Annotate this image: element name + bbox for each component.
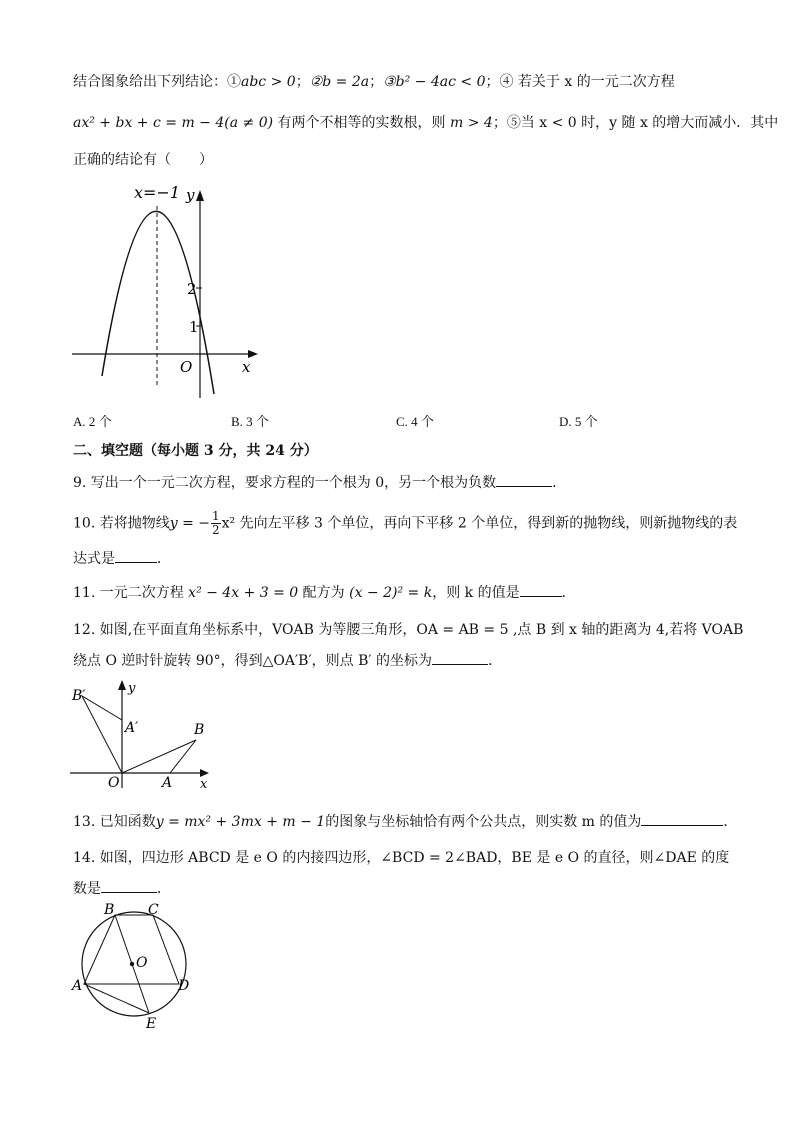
q11-form: (x − 2)² = k — [349, 585, 433, 601]
q8-tick-2-label: 2 — [187, 280, 197, 298]
q8-y-arrow-icon — [196, 190, 204, 201]
q12-label-O: O — [108, 775, 120, 791]
q8-option-b[interactable]: B. 3 个 — [231, 414, 269, 429]
q14-label-B: B — [104, 902, 115, 918]
q12-label-B1: B′ — [72, 688, 86, 704]
q14-label-C: C — [148, 902, 159, 918]
q10-blank[interactable] — [115, 548, 157, 563]
q10-text-a: 10. 若将抛物线 — [73, 515, 170, 532]
q8-origin-label: O — [180, 358, 193, 376]
q10-fraction — [211, 510, 221, 537]
q12-x-arrow-icon — [200, 769, 209, 777]
q8-conclusion-2: ②b = 2a — [309, 74, 370, 90]
q11-text-b: 配方为 — [302, 585, 345, 601]
q10-line1 — [73, 510, 737, 537]
q11-blank[interactable] — [520, 582, 562, 597]
q12-y-arrow-icon — [118, 680, 126, 690]
q9: 9. 写出一个一元二次方程，要求方程的一个根为 0，另一个根为负数 ． — [73, 472, 566, 493]
q12-triangle-graph — [66, 676, 216, 794]
q8-conclusion-4: ④ 若关于 x 的一元二次方程 — [499, 74, 675, 90]
q9-text: 9. 写出一个一元二次方程，要求方程的一个根为 0，另一个根为负数 — [73, 475, 497, 491]
q12-label-A: A — [162, 775, 173, 791]
q12-text-b: 绕点 O 逆时针旋转 90°，得到△OA′B′，则点 B′ 的坐标为 — [73, 653, 433, 669]
q14-text-b: 数是 — [73, 881, 101, 897]
q10-frac-den: 2 — [212, 523, 220, 537]
q8-sym-label: x=−1 — [134, 183, 181, 202]
q14-label-A: A — [72, 978, 83, 994]
q10-text-after: x² 先向左平移 3 个单位，再向下平移 2 个单位，得到新的抛物线，则新抛物线的表 — [221, 515, 738, 532]
q14-line2: 数是 ． — [73, 878, 171, 899]
q8-question: 正确的结论有（ ） — [73, 152, 213, 168]
q10-function: y = − — [169, 515, 210, 532]
q8-roots-text: 有两个不相等的实数根，则 — [277, 115, 446, 131]
q14-blank[interactable] — [101, 878, 157, 893]
q9-blank[interactable] — [496, 472, 552, 487]
q11-text-c: ，则 k 的值是 — [432, 585, 520, 601]
q14-center-dot — [130, 962, 134, 966]
q13-blank[interactable] — [641, 811, 723, 826]
q12-label-B: B — [194, 722, 205, 738]
q14-label-E: E — [146, 1016, 157, 1032]
q12-label-A1: A′ — [125, 720, 139, 736]
q8-option-d[interactable]: D. 5 个 — [559, 414, 598, 429]
q8-parabola-curve — [102, 211, 214, 394]
q8-x-label: x — [242, 358, 251, 376]
q13-text-a: 13. 已知函数 — [73, 814, 156, 830]
q12-label-y: y — [128, 681, 136, 696]
q11-equation: x² − 4x + 3 = 0 — [188, 585, 299, 601]
q14-label-D: D — [178, 978, 190, 994]
q14-label-O: O — [136, 955, 148, 971]
q8-intro: 结合图象给出下列结论：① — [73, 74, 241, 90]
q8-option-c[interactable]: C. 4 个 — [396, 414, 434, 429]
q8-conclusion-1: abc > 0 — [241, 74, 296, 90]
q8-line2: ax² + bx + c = m − 4(a ≠ 0) 有两个不相等的实数根，则 m > 4；⑤当 x < 0 时，y 随 x 的增大而减小．其中 — [73, 115, 779, 131]
q13: 13. 已知函数y = mx² + 3mx + m − 1的图象与坐标轴恰有两个公共点，则实数 m 的值为 ． — [73, 811, 737, 832]
q10-line2: 达式是 ． — [73, 548, 171, 569]
q8-conclusion-5: ⑤当 x < 0 时，y 随 x 的增大而减小．其中 — [506, 115, 779, 131]
q12-triangle-OAB — [122, 740, 196, 773]
q10-frac-num: 1 — [212, 509, 220, 523]
q8-equation: ax² + bx + c = m − 4(a ≠ 0) — [73, 115, 274, 131]
q11-text-a: 11. 一元二次方程 — [73, 585, 184, 601]
q14-circle-graph — [66, 900, 206, 1034]
q8-parabola-graph — [68, 180, 268, 402]
q8-condition: m > 4 — [449, 115, 493, 131]
q12-triangle-OA1B1 — [82, 696, 122, 773]
q8-y-label: y — [186, 186, 195, 204]
q8-conclusion-3: ③b² − 4ac < 0 — [383, 74, 486, 90]
q10-text-b: 达式是 — [73, 551, 115, 567]
q11: 11. 一元二次方程 x² − 4x + 3 = 0 配方为 (x − 2)² = k，则 k 的值是 ． — [73, 582, 576, 603]
q8-tick-1-label: 1 — [189, 318, 199, 336]
q13-text-b: 的图象与坐标轴恰有两个公共点，则实数 m 的值为 — [325, 814, 642, 830]
q14-quadrilateral-ABCD — [84, 915, 179, 984]
q8-option-a[interactable]: A. 2 个 — [73, 414, 112, 429]
q14-line1: 14. 如图，四边形 ABCD 是 e O 的内接四边形，∠BCD = 2∠BAD，BE 是 e O 的直径，则∠DAE 的度 — [73, 850, 730, 866]
q8-line1: 结合图象给出下列结论：①abc > 0；②b = 2a；③b² − 4ac < 0；④ 若关于 x 的一元二次方程 — [73, 74, 675, 90]
q12-line1: 12. 如图,在平面直角坐标系中，VOAB 为等腰三角形，OA = AB = 5 ,点 B 到 x 轴的距离为 4,若将 VOAB — [73, 622, 744, 638]
q8-x-arrow-icon — [248, 350, 258, 358]
q12-line2: 绕点 O 逆时针旋转 90°，得到△OA′B′，则点 B′ 的坐标为 ． — [73, 650, 502, 671]
q13-function: y = mx² + 3mx + m − 1 — [155, 814, 326, 830]
section-heading: 二、填空题（每小题 3 分，共 24 分） — [73, 443, 318, 459]
q14-segment-AE — [84, 984, 149, 1013]
q12-blank[interactable] — [432, 650, 488, 665]
q12-label-x: x — [200, 777, 208, 792]
